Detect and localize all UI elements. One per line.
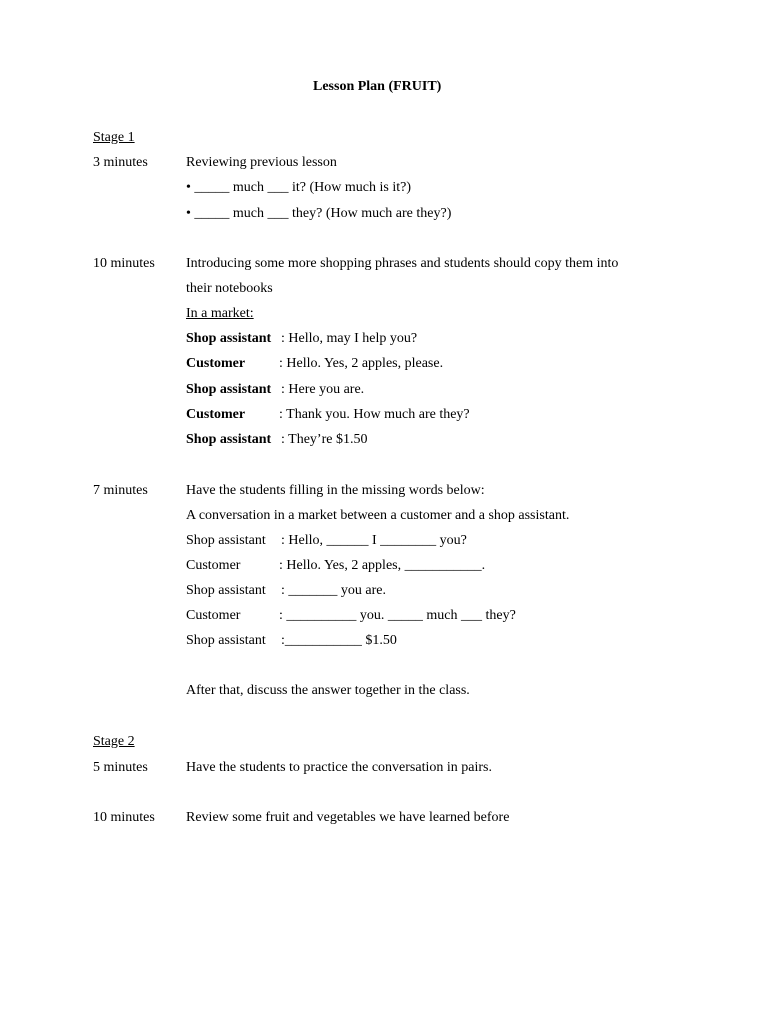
exercise-speaker: Shop assistant <box>186 583 266 598</box>
dialogue-line: : Here you are. <box>281 382 365 397</box>
time-label: 5 minutes <box>93 760 148 775</box>
exercise-line: : __________ you. _____ much ___ they? <box>279 608 516 623</box>
dialogue-line: : Hello. Yes, 2 apples, please. <box>279 356 444 371</box>
time-label: 10 minutes <box>93 810 155 825</box>
page-title: Lesson Plan (FRUIT) <box>313 79 442 94</box>
dialogue-speaker: Customer <box>186 356 246 371</box>
stage-1-heading: Stage 1 <box>93 130 135 145</box>
time-label: 3 minutes <box>93 155 148 170</box>
exercise-line: : Hello. Yes, 2 apples, ___________. <box>279 558 486 573</box>
time-label: 10 minutes <box>93 256 155 271</box>
activity-text: A conversation in a market between a customer and a shop assistant. <box>186 508 570 523</box>
exercise-speaker: Shop assistant <box>186 633 266 648</box>
bullet-item: • _____ much ___ they? (How much are they?) <box>186 206 452 221</box>
exercise-speaker: Customer <box>186 558 241 573</box>
activity-text: Introducing some more shopping phrases and students should copy them into <box>186 256 619 271</box>
exercise-speaker: Shop assistant <box>186 533 266 548</box>
activity-text: Have the students to practice the conversation in pairs. <box>186 760 492 775</box>
dialogue-line: : Thank you. How much are they? <box>279 407 470 422</box>
dialogue-speaker: Customer <box>186 407 246 422</box>
dialogue-speaker: Shop assistant <box>186 331 272 346</box>
dialogue-speaker: Shop assistant <box>186 432 272 447</box>
activity-text: Have the students filling in the missing words below: <box>186 483 485 498</box>
exercise-line: : _______ you are. <box>281 583 386 598</box>
activity-text: their notebooks <box>186 281 273 296</box>
activity-text: After that, discuss the answer together in the class. <box>186 683 470 698</box>
dialogue-line: : They’re $1.50 <box>281 432 368 447</box>
activity-text: Reviewing previous lesson <box>186 155 337 170</box>
time-label: 7 minutes <box>93 483 148 498</box>
activity-text: Review some fruit and vegetables we have learned before <box>186 810 510 825</box>
bullet-item: • _____ much ___ it? (How much is it?) <box>186 180 411 195</box>
exercise-line: : Hello, ______ I ________ you? <box>281 533 467 548</box>
stage-2-heading: Stage 2 <box>93 734 135 749</box>
exercise-speaker: Customer <box>186 608 241 623</box>
dialogue-line: : Hello, may I help you? <box>281 331 418 346</box>
dialogue-speaker: Shop assistant <box>186 382 272 397</box>
exercise-line: :___________ $1.50 <box>281 633 397 648</box>
dialogue-subheading: In a market: <box>186 306 254 321</box>
